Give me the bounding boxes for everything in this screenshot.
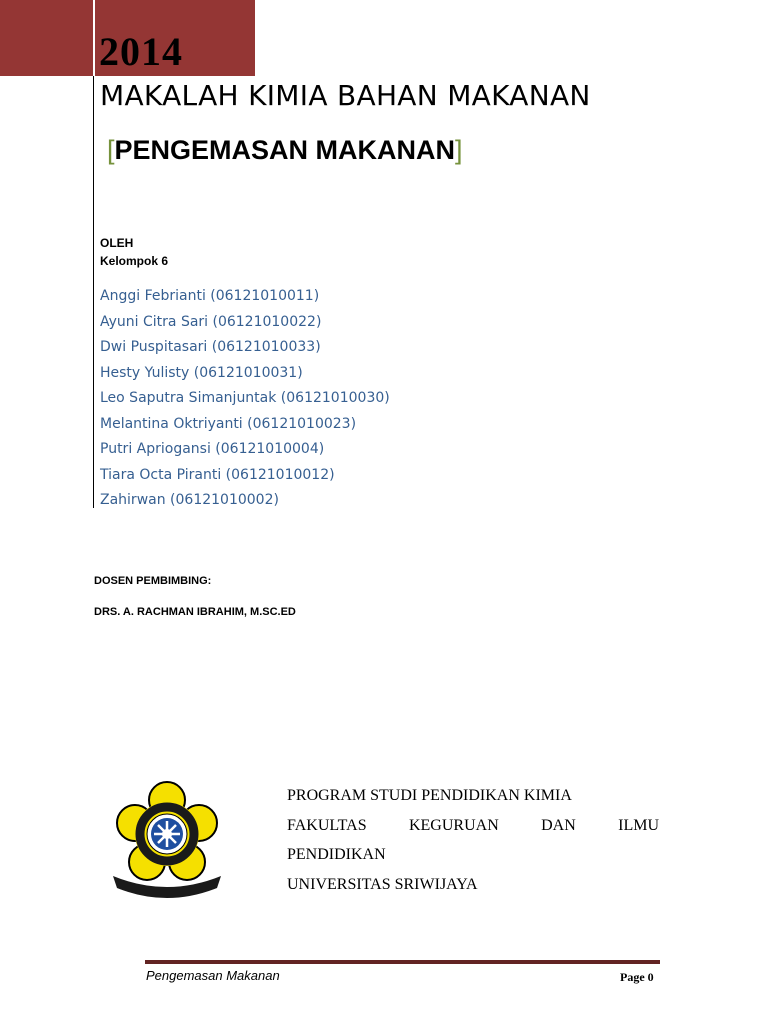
list-item: Zahirwan (06121010002) xyxy=(100,492,279,508)
list-item: Dwi Puspitasari (06121010033) xyxy=(100,339,321,355)
list-item: Anggi Febrianti (06121010011) xyxy=(100,288,320,304)
page-number-value: 0 xyxy=(647,970,654,984)
subtitle-close-bracket: ] xyxy=(455,135,463,165)
footer-title: Pengemasan Makanan xyxy=(146,968,280,983)
supervisor-name: DRS. A. RACHMAN IBRAHIM, M.SC.ED xyxy=(94,606,296,618)
group-label: Kelompok 6 xyxy=(100,254,169,268)
footer-rule xyxy=(145,960,660,964)
program-name: PROGRAM STUDI PENDIDIKAN KIMIA xyxy=(287,787,572,804)
rule-gap xyxy=(93,0,95,76)
document-subtitle xyxy=(107,131,463,169)
faculty-continuation: PENDIDIKAN xyxy=(287,846,386,863)
list-item: Putri Apriogansi (06121010004) xyxy=(100,441,325,457)
faculty-word: KEGURUAN xyxy=(408,816,499,834)
document-title: MAKALAH KIMIA BAHAN MAKANAN xyxy=(100,79,591,112)
subtitle-open-bracket: [ xyxy=(107,135,115,165)
faculty-word: ILMU xyxy=(618,816,659,834)
by-label: OLEH xyxy=(100,236,134,250)
vertical-rule xyxy=(93,0,94,508)
page-label: Page xyxy=(620,970,645,984)
subtitle-text: PENGEMASAN MAKANAN xyxy=(114,135,456,165)
institution-block xyxy=(287,781,659,899)
list-item: Melantina Oktriyanti (06121010023) xyxy=(100,415,357,432)
list-item: Hesty Yulisty (06121010031) xyxy=(100,364,303,381)
faculty-word: FAKULTAS xyxy=(287,816,367,834)
cover-year: 2014 xyxy=(99,29,183,74)
list-item: Ayuni Citra Sari (06121010022) xyxy=(100,313,322,330)
faculty-word: DAN xyxy=(541,816,576,834)
list-item: Leo Saputra Simanjuntak (06121010030) xyxy=(100,390,390,406)
list-item: Tiara Octa Piranti (06121010012) xyxy=(100,466,335,483)
supervisor-label: DOSEN PEMBIMBING: xyxy=(94,575,212,587)
faculty-line xyxy=(287,811,659,841)
university-seal-icon xyxy=(105,776,229,900)
university-name: UNIVERSITAS SRIWIJAYA xyxy=(287,875,478,893)
page-number xyxy=(620,969,654,985)
member-list xyxy=(100,284,390,514)
